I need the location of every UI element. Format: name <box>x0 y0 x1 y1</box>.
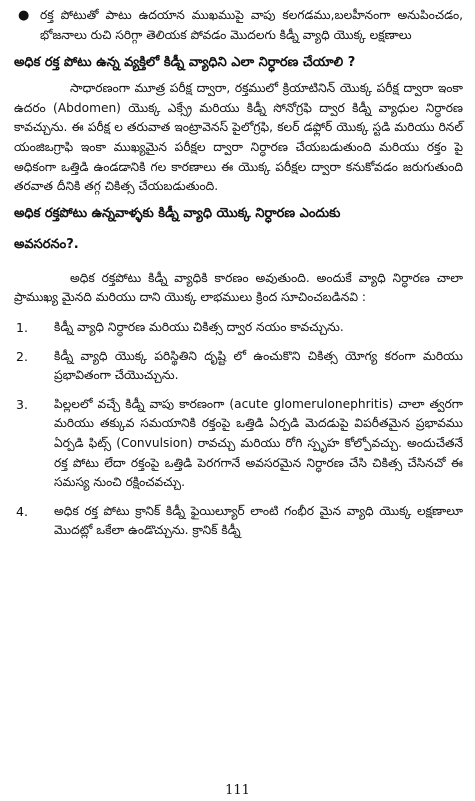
list-item-text: అధిక రక్త పోటు క్రానిక్ కిడ్నీ ఫైయిల్యూర్ లాంటి గంభీర మైన వ్యాధి యొక్క లక్షణాలూ మొదట్లో ఒకేలా ఉండొచ్చును. క్రానిక్ కిడ్నీ <box>54 503 463 538</box>
list-item-number: 2. <box>16 348 28 364</box>
bullet-text: రక్త పోటుతో పాటు ఉదయాన ముఖముపై వాపు కలగడము,బలహీనంగా అనుపించడం, భోజనాలు రుచి సరిగ్గా తెలియక పోవడం మొదలగు కిడ్నీ వ్యాధి యొక్క లక్షణాలు <box>40 8 463 42</box>
list-item <box>14 395 463 493</box>
list-item <box>14 502 463 541</box>
heading-diagnosis-why-line2: అవసరనం?. <box>14 236 79 252</box>
heading-diagnosis-why <box>14 203 463 255</box>
list-item-number: 1. <box>16 319 28 335</box>
benefits-list <box>14 318 463 541</box>
list-item <box>14 347 463 386</box>
list-item-text: పిల్లలలో వచ్చే కిడ్నీ వాపు కారణంగా (acute glomerulonephritis) చాలా త్వరగా మరియు తక్కువ సమయానికి రక్తంపై ఒత్తిడి ఏర్పడి మెదడుపై విపరీతమైన ప్రభావము ఏర్పడి ఫిట్స్ (Convulsion) రావచ్చు మరియు రోగి స్పృహ కోల్పోవచ్చు. అందుచేతనే రక్త పోటు లేదా రక్తంపై ఒత్తిడి పెరగగానే అవసరమైన నిర్ధారణ చేసి చికిత్స చేసినచో ఈ సమస్య నుంచి రక్షించవచ్చు. <box>54 396 463 490</box>
list-item-number: 4. <box>16 503 28 519</box>
list-item-text: కిడ్నీ వ్యాధి నిర్ధారణ మరియు చికిత్స ద్వార నయం కావచ్చును. <box>54 319 344 334</box>
bullet-icon: ● <box>18 8 30 23</box>
list-item <box>14 318 463 338</box>
bullet-item <box>14 6 463 45</box>
heading-diagnosis-how: అధిక రక్త పోటు ఉన్న వ్యక్తిలో కిడ్నీ వ్యాధిని ఎలా నిర్ధారణ చేయాలి ? <box>14 55 356 71</box>
page-number: 111 <box>225 783 250 798</box>
list-item-text: కిడ్నీ వ్యాధి యొక్క పరిస్థితిని దృష్టి లో ఉంచుకొని చికిత్స యోగ్య కరంగా మరియు ప్రభావితంగా చేయొచ్చును. <box>54 348 463 383</box>
heading-diagnosis-why-line1: అధిక రక్తపోటు ఉన్నవాళ్ళకు కిడ్నీ వ్యాధి యొక్క నిర్ధారణ ఎందుకు <box>14 205 341 221</box>
paragraph-importance-intro: అధిక రక్తపోటు కిడ్నీ వ్యాధికి కారణం అవుతుంది. అందుకే వ్యాధి నిర్ధారణ చాలా ప్రాముఖ్య మైనది మరియు దాని యొక్క లాభములు క్రింద సూచించబడినవి : <box>14 270 463 305</box>
list-item-number: 3. <box>16 396 28 412</box>
paragraph-diagnosis-methods: సాధారణంగా మూత్ర పరీక్ష ద్వారా, రక్తములో క్రియాటినిన్ యొక్క పరీక్ష ద్వారా ఇంకా ఉదరం (Abdomen) యొక్క ఎక్స్రే మరియు కిడ్నీ సోనోగ్రఫి ద్వార కిడ్నీ వ్యాధుల నిర్ధారణ కావచ్చును. ఈ పరీక్ష ల తరువాత ఇంట్రావెనస్ పైలోగ్రఫి, కలర్ డఫ్లోర్ యొక్క స్టడి మరియు రినల్ యంజిఒగ్రాఫి ఇంకా ముఖ్యమైన పరీక్షల ద్వారా నిర్ధారణ చేయబడుతుంది మరియు రక్తం పై అధికంగా ఒత్తిడి ఉండడానికి గల కారణాలు ఈ యొక్క పరీక్షల ద్వారా కనుకోవడం జరుగుతుంది తరవాత దీనికి తగ్గ చికిత్స చేయబడుతుంది. <box>14 81 463 194</box>
